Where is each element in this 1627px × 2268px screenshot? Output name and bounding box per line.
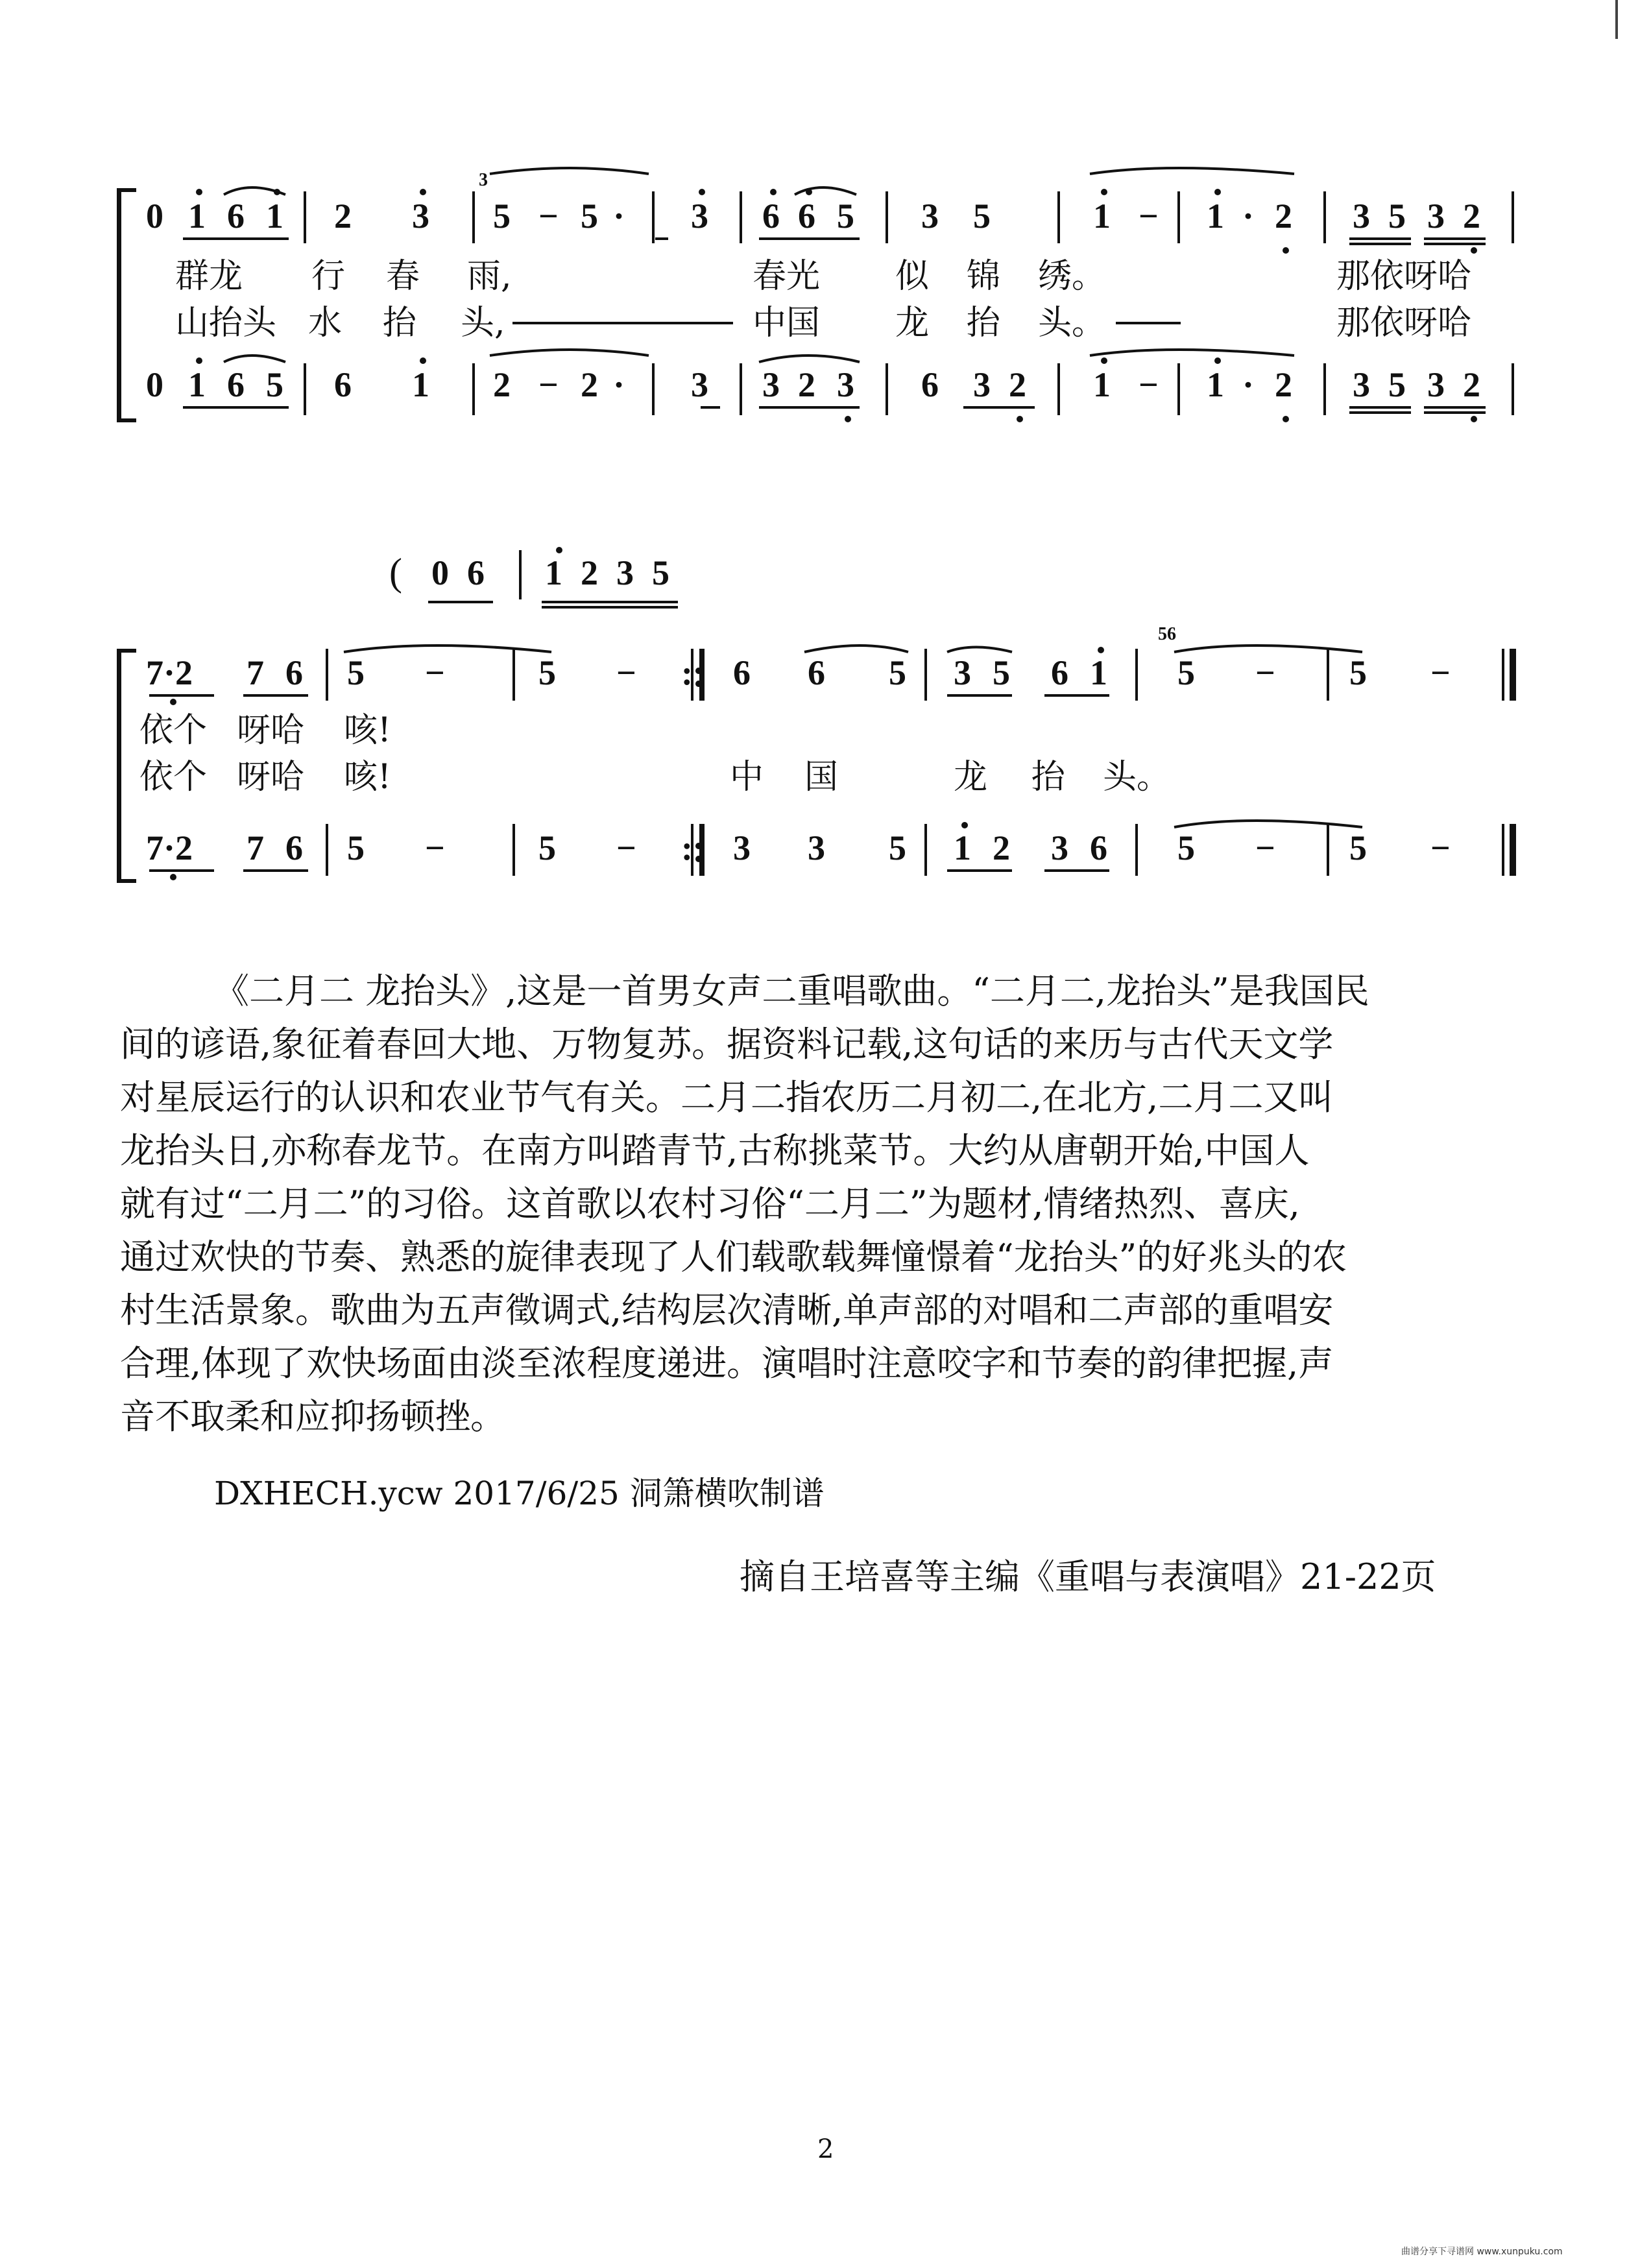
repeat-sign: :	[681, 828, 693, 867]
note: 7·2	[146, 828, 193, 867]
note: 1	[1207, 365, 1224, 404]
note: 0	[431, 553, 449, 592]
note: 6	[921, 365, 939, 404]
note: 5	[538, 653, 556, 692]
lyric: 呀哈	[237, 711, 305, 750]
lyric: 咳!	[344, 758, 391, 797]
note: 5	[973, 197, 991, 235]
note: 1	[266, 197, 283, 235]
note: 2	[334, 197, 352, 235]
note: 2	[1463, 197, 1480, 235]
note: −	[1139, 365, 1159, 404]
note: 5	[581, 197, 598, 235]
note: 1	[1093, 365, 1111, 404]
note: 5	[993, 653, 1010, 692]
note: 5	[347, 828, 365, 867]
note: 3	[1427, 197, 1445, 235]
scan-edge	[1615, 0, 1618, 39]
note: 3	[691, 197, 708, 235]
note: 6	[1090, 828, 1107, 867]
lyric: 锦	[967, 257, 1001, 296]
description-line: 间的谚语,象征着春回大地、万物复苏。据资料记载,这句话的来历与古代天文学	[120, 1024, 1334, 1065]
lyric: 行	[311, 257, 346, 296]
note: −	[425, 828, 445, 867]
note: −	[1430, 828, 1451, 867]
note: 2	[798, 365, 815, 404]
note: 3	[837, 365, 854, 404]
note: 1	[1090, 653, 1107, 692]
note: ·	[613, 365, 625, 404]
note: 5	[1177, 828, 1195, 867]
lyric: 国	[804, 758, 839, 797]
note: 3	[733, 828, 751, 867]
lyric: 那依呀哈	[1336, 257, 1472, 296]
repeat-sign: :	[681, 653, 693, 692]
note: 3	[1427, 365, 1445, 404]
note: 5	[889, 653, 906, 692]
note: −	[1255, 828, 1275, 867]
note: 0	[146, 197, 163, 235]
note: 7	[247, 828, 264, 867]
note: ·	[1242, 365, 1255, 404]
note: −	[1139, 197, 1159, 235]
note: 5	[652, 553, 669, 592]
lyric: 群龙	[175, 257, 243, 296]
description-line: 龙抬头日,亦称春龙节。在南方叫踏青节,古称挑菜节。大约从唐朝开始,中国人	[120, 1130, 1310, 1171]
barline	[886, 363, 888, 415]
note: 2	[581, 365, 598, 404]
note: 6	[1051, 653, 1068, 692]
note: 2	[1275, 197, 1292, 235]
barline	[1512, 363, 1514, 415]
lyric: 咳!	[344, 711, 391, 750]
credit-line: DXHECH.ycw 2017/6/25 洞箫横吹制谱	[214, 1475, 825, 1512]
lyric: 春光	[753, 257, 821, 296]
note: ·	[613, 197, 625, 235]
lyric: 头。	[1103, 758, 1171, 797]
lyric: 水	[308, 304, 343, 343]
note: 3	[762, 365, 780, 404]
note: 3	[808, 828, 825, 867]
lyric: 依个	[139, 758, 208, 797]
lyric: 依个	[139, 711, 208, 750]
note: 2	[493, 365, 511, 404]
barline	[740, 363, 742, 415]
barline	[652, 363, 655, 415]
note: 3	[1353, 365, 1370, 404]
note: −	[1430, 653, 1451, 692]
barline	[304, 363, 306, 415]
lyric: 头。	[1038, 304, 1106, 343]
note: −	[425, 653, 445, 692]
note: 3	[691, 365, 708, 404]
description-line: 通过欢快的节奏、熟悉的旋律表现了人们载歌载舞憧憬着“龙抬头”的好兆头的农	[120, 1237, 1347, 1277]
note: 3	[1051, 828, 1068, 867]
note: 3	[921, 197, 939, 235]
note: 5	[266, 365, 283, 404]
note: 6	[285, 828, 303, 867]
note: 5	[889, 828, 906, 867]
description-line: 音不取柔和应抑扬顿挫。	[120, 1396, 505, 1437]
description-line: 就有过“二月二”的习俗。这首歌以农村习俗“二月二”为题材,情绪热烈、喜庆,	[120, 1183, 1300, 1224]
note: 6	[227, 365, 245, 404]
note: 5	[1349, 653, 1367, 692]
note: 5	[1177, 653, 1195, 692]
note: 7·2	[146, 653, 193, 692]
barline	[472, 363, 475, 415]
note: 2	[993, 828, 1010, 867]
note: 1	[1093, 197, 1111, 235]
note: 1	[188, 365, 206, 404]
note: −	[1255, 653, 1275, 692]
note: 5	[1388, 197, 1406, 235]
note: 5	[347, 653, 365, 692]
lyric: 雨,	[467, 257, 512, 296]
note: 5	[1349, 828, 1367, 867]
note: 6	[285, 653, 303, 692]
note: 6	[334, 365, 352, 404]
note: 0	[146, 365, 163, 404]
note: −	[616, 828, 636, 867]
barline	[1057, 363, 1060, 415]
note: 6	[227, 197, 245, 235]
lyric: 抬	[1031, 758, 1066, 797]
note: 5	[493, 197, 511, 235]
lyric: 头,	[461, 304, 505, 343]
note: 5	[538, 828, 556, 867]
note: 2	[581, 553, 598, 592]
lyric: 似	[895, 257, 930, 296]
lyric: 抬	[383, 304, 417, 343]
note: 5	[837, 197, 854, 235]
lyric: 山抬头	[175, 304, 277, 343]
note: 1	[412, 365, 429, 404]
note: 5	[1388, 365, 1406, 404]
note: 2	[1009, 365, 1026, 404]
note: 1	[954, 828, 971, 867]
watermark: 曲谱分享下寻谱网 www.xunpuku.com	[1401, 2247, 1563, 2257]
lyric: 中国	[753, 304, 821, 343]
note: 2	[1463, 365, 1480, 404]
note: 6	[467, 553, 485, 592]
note: 1	[188, 197, 206, 235]
slurs-underlines-system-2	[0, 519, 1627, 908]
lyric: 绣。	[1038, 257, 1106, 296]
note: 3	[1353, 197, 1370, 235]
lyric: 龙	[895, 304, 930, 343]
note: −	[538, 197, 559, 235]
note: −	[538, 365, 559, 404]
intro-parenthesis: (	[389, 551, 402, 594]
note: 1	[545, 553, 562, 592]
grace-note: 3	[479, 170, 488, 190]
note: 1	[1207, 197, 1224, 235]
note: 7	[247, 653, 264, 692]
note: −	[616, 653, 636, 692]
note: ·	[1242, 197, 1255, 235]
page-number: 2	[817, 2134, 834, 2164]
source-line: 摘自王培喜等主编《重唱与表演唱》21-22页	[740, 1556, 1436, 1597]
note: 6	[808, 653, 825, 692]
barline	[1323, 363, 1326, 415]
description-line: 合理,体现了欢快场面由淡至浓程度递进。演唱时注意咬字和节奏的韵律把握,声	[120, 1343, 1334, 1384]
note: 3	[616, 553, 634, 592]
note: 6	[762, 197, 780, 235]
barline	[1177, 363, 1180, 415]
note: 6	[733, 653, 751, 692]
lyric: 中	[730, 758, 764, 797]
description-line: 对星辰运行的认识和农业节气有关。二月二指农历二月初二,在北方,二月二又叫	[120, 1077, 1334, 1118]
lyric: 抬	[967, 304, 1001, 343]
note: 3	[412, 197, 429, 235]
lyric: 春	[386, 257, 420, 296]
lyric: 那依呀哈	[1336, 304, 1472, 343]
description-line: 村生活景象。歌曲为五声徵调式,结构层次清晰,单声部的对唱和二声部的重唱安	[120, 1290, 1334, 1331]
note: 6	[798, 197, 815, 235]
note: 3	[954, 653, 971, 692]
description-line: 《二月二 龙抬头》,这是一首男女声二重唱歌曲。“二月二,龙抬头”是我国民	[214, 971, 1369, 1011]
lyric: 呀哈	[237, 758, 305, 797]
grace-note: 56	[1158, 624, 1176, 644]
note: 3	[973, 365, 991, 404]
note: 2	[1275, 365, 1292, 404]
lyric: 龙	[954, 758, 988, 797]
